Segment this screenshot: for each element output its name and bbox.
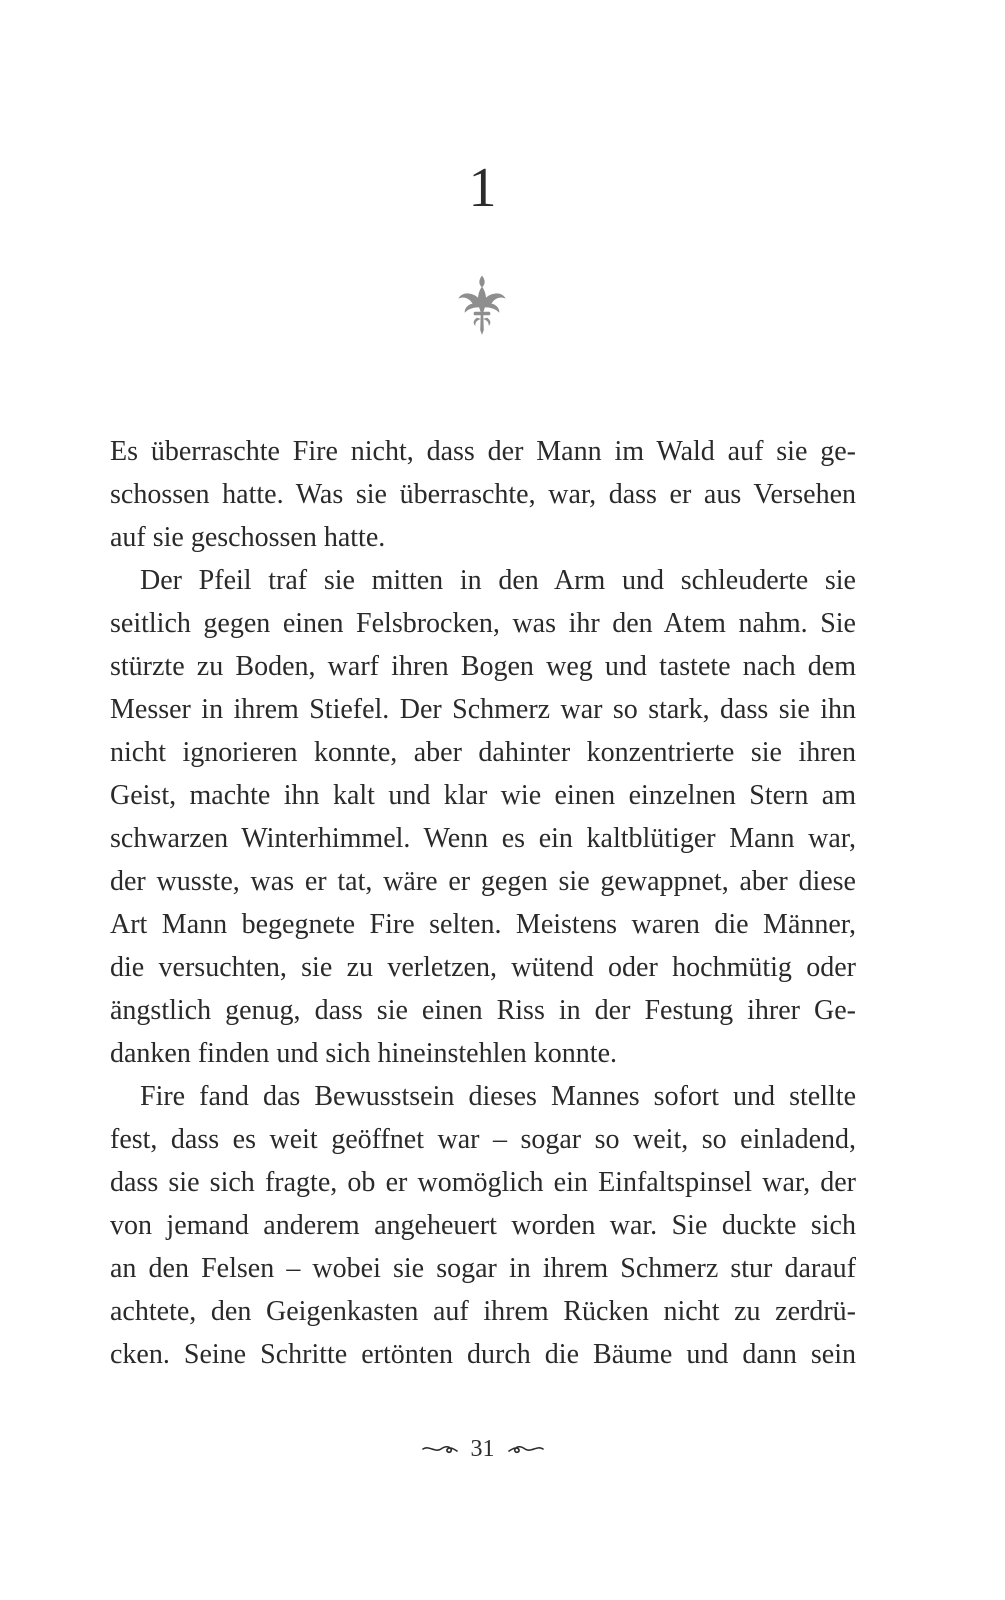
text-line: schwarzen Winterhimmel. Wenn es ein kaltblütiger Mann war, <box>110 823 856 854</box>
paragraph <box>110 559 856 1075</box>
text-line: Fire fand das Bewusstsein dieses Mannes sofort und stellte <box>140 1081 856 1112</box>
fleur-de-lis-icon <box>455 274 509 336</box>
text-line: von jemand anderem angeheuert worden war. Sie duckte sich <box>110 1210 856 1241</box>
text-line: achtete, den Geigenkasten auf ihrem Rücken nicht zu zerdrü- <box>110 1296 856 1327</box>
text-line: Es überraschte Fire nicht, dass der Mann im Wald auf sie ge- <box>110 436 856 467</box>
text-line: nicht ignorieren konnte, aber dahinter konzentrierte sie ihren <box>110 737 856 768</box>
text-line: Der Pfeil traf sie mitten in den Arm und schleuderte sie <box>140 565 856 596</box>
text-line: Messer in ihrem Stiefel. Der Schmerz war so stark, dass sie ihn <box>110 694 856 725</box>
text-line: ängstlich genug, dass sie einen Riss in der Festung ihrer Ge- <box>110 995 856 1026</box>
text-line: Art Mann begegnete Fire selten. Meistens waren die Männer, <box>110 909 856 940</box>
text-line: der wusste, was er tat, wäre er gegen sie gewappnet, aber diese <box>110 866 856 897</box>
chapter-body <box>110 430 856 1376</box>
chapter-number: 1 <box>468 157 497 219</box>
right-swash-icon <box>507 1442 545 1456</box>
text-line: Geist, machte ihn kalt und klar wie einen einzelnen Stern am <box>110 780 856 811</box>
text-line: dass sie sich fragte, ob er womöglich ein Einfaltspinsel war, der <box>110 1167 856 1198</box>
text-line: auf sie geschossen hatte. <box>110 522 386 553</box>
paragraph <box>110 1075 856 1376</box>
page-number: 31 <box>470 1436 495 1463</box>
text-line: seitlich gegen einen Felsbrocken, was ihr den Atem nahm. Sie <box>110 608 856 639</box>
text-line: die versuchten, sie zu verletzen, wütend oder hochmütig oder <box>110 952 856 983</box>
paragraph <box>110 430 856 559</box>
text-line: an den Felsen – wobei sie sogar in ihrem Schmerz stur darauf <box>110 1253 856 1284</box>
text-line: cken. Seine Schritte ertönten durch die Bäume und dann sein <box>110 1339 856 1370</box>
text-line: danken finden und sich hineinstehlen konnte. <box>110 1038 617 1069</box>
text-line: stürzte zu Boden, warf ihren Bogen weg und tastete nach dem <box>110 651 856 682</box>
page-footer <box>0 1428 965 1469</box>
left-swash-icon <box>421 1442 459 1456</box>
text-line: fest, dass es weit geöffnet war – sogar so weit, so einladend, <box>110 1124 856 1155</box>
text-line: schossen hatte. Was sie überraschte, war, dass er aus Versehen <box>110 479 856 510</box>
